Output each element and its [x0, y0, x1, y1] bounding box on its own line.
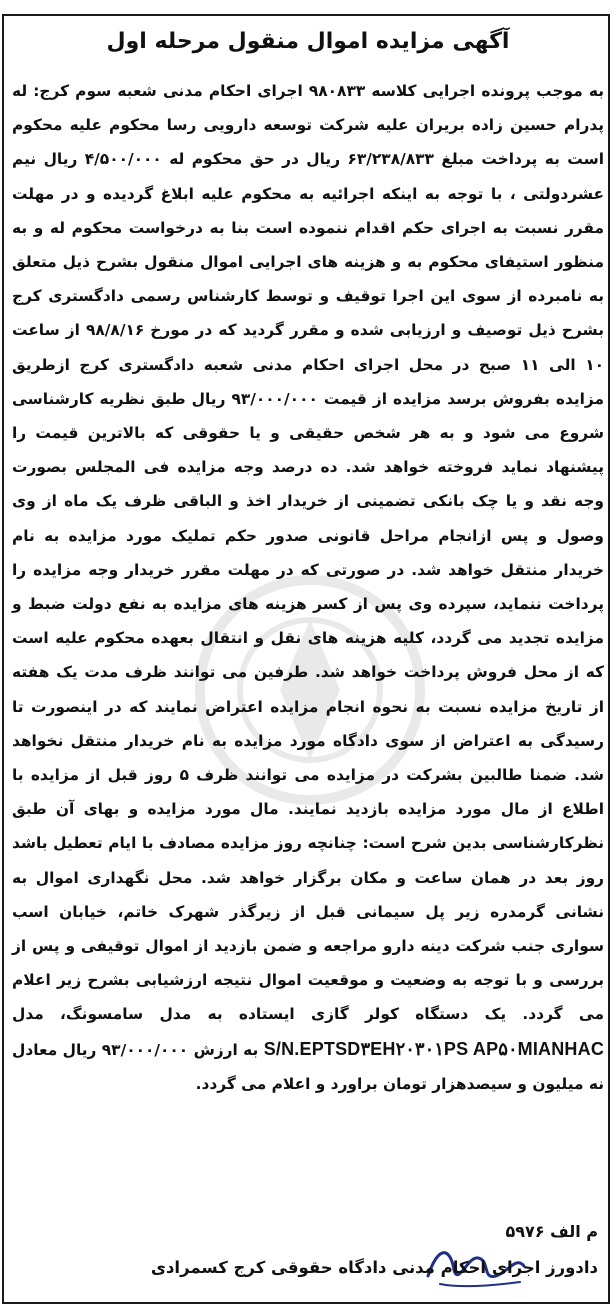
notice-body-part2: به ارزش ۹۳/۰۰۰/۰۰۰ ریال معادل نه میلیون و سیصدهزار تومان براورد و اعلام می گردد. [12, 1040, 604, 1093]
notice-footer-signatory: دادورز اجرای احکام مدنی دادگاه حقوقی کرج کسمرادی [150, 1258, 598, 1277]
notice-body [12, 74, 604, 1101]
notice-title: آگهی مزایده اموال منقول مرحله اول [106, 29, 510, 54]
device-serial-number: S/N.EPTSD۳EH۲۰۳۰۱PS AP۵۰MIANHAC [263, 1038, 605, 1059]
notice-body-part1: به موجب پرونده اجرایی کلاسه ۹۸۰۸۳۳ اجرای احکام مدنی شعبه سوم کرج: له پدرام حسین زاده بریران علیه شرکت توسعه دارویی رسا محکوم علیه محکوم است به پرداخت مبلغ ۶۳/۲۳۸/۸۳۳ ریال در حق محکوم له ۴/۵۰۰/۰۰۰ ریال نیم عشردولتی ، با توجه به اینکه اجرائیه به محکوم علیه ابلاغ گردیده و در مهلت مقرر نسبت به اجرای حکم اقدام ننموده است بنا به درخواست محکوم له و به منظور استیفای محکوم به و هزینه های اجرایی اموال منقول بشرح ذیل متعلق به نامبرده از سوی این اجرا توقیف و توسط کارشناس رسمی دادگستری کرج بشرح ذیل توصیف و ارزیابی شده و مقرر گردید که در مورخ ۹۸/۸/۱۶ از ساعت ۱۰ الی ۱۱ صبح در محل اجرای احکام مدنی شعبه دادگستری کرج ازطریق مزایده بفروش برسد مزایده از قیمت ۹۳/۰۰۰/۰۰۰ ریال طبق نظریه کارشناسی شروع می شود و به هر شخص حقیقی و یا حقوقی که بالاترین قیمت را پیشنهاد نماید فروخته خواهد شد. ده درصد وجه مزایده فی المجلس بصورت وجه نقد و یا چک بانکی تضمینی از خریدار اخذ و الباقی ظرف یک ماه از وی وصول و پس ازانجام مراحل قانونی صدور حکم تملیک مورد مزایده به نام خریدار منتقل خواهد شد. در صورتی که در مهلت مقرر خریدار وجه مزایده را پرداخت ننماید، سپرده وی پس از کسر هزینه های مزایده به نفع دولت ضبط و مزایده تجدید می گردد، کلیه هزینه های نقل و انتقال بعهده محکوم علیه است که از محل فروش پرداخت خواهد شد. طرفین می توانند ظرف مدت یک هفته از تاریخ مزایده نسبت به نحوه انجام مزایده اعتراض نمایند که در اینصورت تا رسیدگی به اعتراض از سوی دادگاه مورد مزایده به نام خریدار منتقل نخواهد شد. ضمنا طالبین بشرکت در مزایده می توانند ظرف ۵ روز قبل از مزایده با اطلاع از مال مورد مزایده بازدید نمایند. مال مورد مزایده و بهای آن طبق نظرکارشناسی بدین شرح است: چنانچه روز مزایده مصادف با ایام تعطیل باشد روز بعد در همان ساعت و مکان برگزار خواهد شد. محل نگهداری اموال به نشانی گرمدره زیر پل سیمانی قبل از زیرگذر شهرک خاتم، خیابان اسب سواری جنب شرکت دینه دارو مراجعه و ضمن بازدید از اموال توقیفی و پس از بررسی و با توجه به وضعیت و موقعیت اموال نتیجه ارزشیابی بشرح زیر اعلام می گردد. یک دستگاه کولر گازی ایستاده به مدل سامسونگ، مدل [12, 82, 605, 1024]
notice-code: م الف ۵۹۷۶ [505, 1222, 598, 1241]
